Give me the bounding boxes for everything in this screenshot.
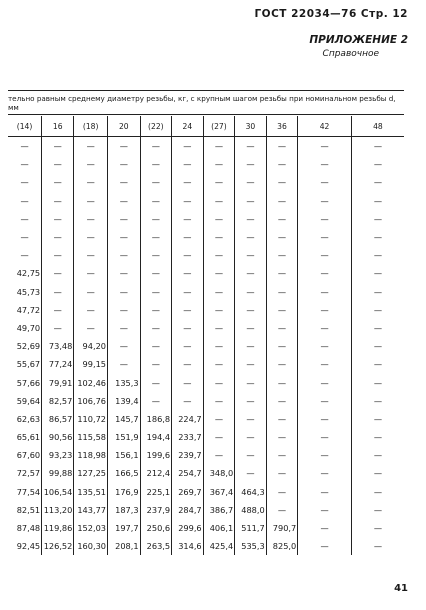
table-cell: —: [74, 137, 108, 156]
table-cell: —: [298, 428, 352, 446]
table-cell: 166,5: [108, 464, 141, 482]
table-cell: 92,45: [16, 541, 41, 552]
page-number: 41: [394, 583, 408, 594]
table-cell: 79,91: [42, 373, 74, 391]
table-cell: —: [172, 155, 204, 173]
table-cell: —: [235, 246, 267, 264]
table-cell: —: [298, 373, 352, 391]
appendix-subtitle: Справочное: [322, 49, 379, 59]
table-cell: —: [108, 210, 141, 228]
table-cell: —: [203, 210, 235, 228]
table-cell: 197,7: [108, 519, 141, 537]
table-cell: —: [298, 501, 352, 519]
table-cell: —: [42, 283, 74, 301]
table-cell: —: [203, 246, 235, 264]
column-header: (22): [140, 116, 172, 137]
table-cell: 77,24: [42, 355, 74, 373]
table-cell: —: [108, 173, 141, 191]
table-cell: —: [298, 337, 352, 355]
table-cell: 57,66: [16, 377, 41, 388]
table-cell: —: [266, 446, 298, 464]
table-cell: —: [203, 192, 235, 210]
table-cell: 194,4: [140, 428, 172, 446]
table-row: [8, 392, 404, 410]
table-cell: —: [351, 155, 404, 173]
table-cell: —: [172, 246, 204, 264]
column-header: 42: [298, 116, 352, 137]
table-cell: —: [42, 301, 74, 319]
table-cell: —: [172, 319, 204, 337]
table-cell: —: [108, 301, 141, 319]
table-cell: —: [203, 137, 235, 156]
table-row: [8, 446, 404, 464]
table-cell: 106,76: [74, 392, 108, 410]
table-cell: —: [203, 392, 235, 410]
table-cell: 263,5: [140, 537, 172, 555]
table-cell: —: [351, 537, 404, 555]
table-cell: —: [172, 301, 204, 319]
table-cell: —: [351, 410, 404, 428]
table-cell: —: [20, 232, 29, 243]
table-cell: —: [108, 283, 141, 301]
table-cell: —: [351, 428, 404, 446]
table-cell: 110,72: [74, 410, 108, 428]
table-cell: —: [298, 319, 352, 337]
table-cell: 237,9: [140, 501, 172, 519]
table-cell: —: [298, 410, 352, 428]
table-cell: —: [298, 355, 352, 373]
reference-table: [8, 116, 404, 555]
table-cell: —: [235, 264, 267, 282]
table-cell: 73,48: [42, 337, 74, 355]
column-header: 36: [266, 116, 298, 137]
table-cell: 187,3: [108, 501, 141, 519]
table-cell: 102,46: [74, 373, 108, 391]
table-cell: —: [140, 137, 172, 156]
column-header: 24: [172, 116, 204, 137]
table-row: [8, 228, 404, 246]
table-cell: 118,98: [74, 446, 108, 464]
table-cell: —: [351, 519, 404, 537]
table-caption: тельно равным среднему диаметру резьбы, кг, с крупным шагом резьбы при номинальном резьбы d, мм: [8, 94, 396, 112]
table-cell: 152,03: [74, 519, 108, 537]
table-cell: 254,7: [172, 464, 204, 482]
table-cell: —: [266, 228, 298, 246]
table-cell: —: [172, 192, 204, 210]
table-cell: —: [235, 446, 267, 464]
table-cell: —: [351, 483, 404, 501]
table-cell: —: [108, 337, 141, 355]
table-cell: —: [42, 228, 74, 246]
table-cell: —: [74, 210, 108, 228]
table-cell: 367,4: [203, 483, 235, 501]
table-cell: —: [298, 137, 352, 156]
column-header: 48: [351, 116, 404, 137]
table-cell: —: [235, 192, 267, 210]
table-cell: —: [351, 355, 404, 373]
table-cell: —: [266, 355, 298, 373]
table-cell: —: [20, 213, 29, 224]
table-cell: —: [42, 246, 74, 264]
column-header: 20: [108, 116, 141, 137]
table-cell: 135,3: [108, 373, 141, 391]
table-cell: —: [266, 319, 298, 337]
table-cell: —: [172, 373, 204, 391]
table-cell: —: [203, 428, 235, 446]
table-cell: —: [108, 355, 141, 373]
table-cell: —: [74, 155, 108, 173]
table-cell: 511,7: [235, 519, 267, 537]
table-row: [8, 283, 404, 301]
table-cell: —: [351, 283, 404, 301]
table-cell: —: [235, 301, 267, 319]
table-row: [8, 428, 404, 446]
table-cell: —: [298, 264, 352, 282]
table-cell: 269,7: [172, 483, 204, 501]
table-cell: —: [351, 501, 404, 519]
table-cell: —: [203, 410, 235, 428]
table-cell: 224,7: [172, 410, 204, 428]
table-cell: 127,25: [74, 464, 108, 482]
table-cell: —: [74, 246, 108, 264]
table-cell: —: [235, 283, 267, 301]
table-cell: —: [235, 173, 267, 191]
table-cell: —: [235, 373, 267, 391]
table-cell: —: [351, 264, 404, 282]
table-row: [8, 319, 404, 337]
table-cell: —: [351, 137, 404, 156]
column-header: 30: [235, 116, 267, 137]
table-cell: —: [298, 173, 352, 191]
table-cell: —: [298, 392, 352, 410]
caption-rule: [8, 114, 404, 115]
table-cell: —: [266, 428, 298, 446]
table-cell: 186,8: [140, 410, 172, 428]
table-row: [8, 501, 404, 519]
table-cell: 145,7: [108, 410, 141, 428]
table-cell: —: [172, 210, 204, 228]
table-row: [8, 173, 404, 191]
top-rule: [8, 90, 404, 91]
table-cell: —: [140, 173, 172, 191]
table-cell: —: [351, 319, 404, 337]
table-cell: 65,61: [16, 432, 41, 443]
table-cell: —: [266, 464, 298, 482]
page-header: ГОСТ 22034—76 Стр. 12: [254, 8, 408, 20]
table-row: [8, 537, 404, 555]
table-cell: —: [298, 228, 352, 246]
table-cell: —: [203, 155, 235, 173]
table-cell: 62,63: [16, 413, 41, 424]
table-cell: 106,54: [42, 483, 74, 501]
table-cell: —: [140, 210, 172, 228]
table-cell: 126,52: [42, 537, 74, 555]
table-cell: —: [298, 246, 352, 264]
table-row: [8, 410, 404, 428]
column-header: (18): [74, 116, 108, 137]
table-row: [8, 373, 404, 391]
table-cell: —: [235, 355, 267, 373]
table-cell: —: [172, 228, 204, 246]
table-cell: 160,30: [74, 537, 108, 555]
table-cell: 348,0: [203, 464, 235, 482]
table-cell: —: [140, 355, 172, 373]
table-cell: 99,88: [42, 464, 74, 482]
table-cell: —: [140, 192, 172, 210]
table-cell: 386,7: [203, 501, 235, 519]
table-cell: —: [108, 155, 141, 173]
column-header: (27): [203, 116, 235, 137]
table-cell: 115,58: [74, 428, 108, 446]
table-cell: 47,72: [16, 304, 41, 315]
table-cell: —: [203, 446, 235, 464]
table-cell: 55,67: [16, 359, 41, 370]
table-cell: —: [351, 446, 404, 464]
table-cell: —: [20, 141, 29, 152]
table-cell: —: [140, 155, 172, 173]
table-cell: 156,1: [108, 446, 141, 464]
table-row: [8, 137, 404, 156]
table-row: [8, 519, 404, 537]
table-cell: —: [298, 537, 352, 555]
table-row: [8, 464, 404, 482]
table-cell: —: [203, 337, 235, 355]
table-cell: —: [140, 319, 172, 337]
table-cell: —: [351, 246, 404, 264]
table-cell: —: [266, 192, 298, 210]
table-row: [8, 483, 404, 501]
table-cell: —: [172, 264, 204, 282]
table-cell: —: [74, 173, 108, 191]
table-cell: —: [298, 464, 352, 482]
table-cell: 790,7: [266, 519, 298, 537]
table-cell: —: [42, 319, 74, 337]
table-cell: —: [108, 137, 141, 156]
table-cell: —: [266, 173, 298, 191]
table-cell: —: [235, 392, 267, 410]
table-cell: —: [108, 192, 141, 210]
table-cell: 212,4: [140, 464, 172, 482]
table-cell: 42,75: [16, 268, 41, 279]
table-cell: —: [140, 373, 172, 391]
table-cell: —: [266, 301, 298, 319]
table-cell: —: [298, 483, 352, 501]
table-cell: —: [351, 301, 404, 319]
table-cell: 113,20: [42, 501, 74, 519]
table-cell: —: [74, 283, 108, 301]
table-cell: —: [42, 137, 74, 156]
table-cell: 250,6: [140, 519, 172, 537]
table-cell: —: [266, 392, 298, 410]
table-cell: —: [235, 337, 267, 355]
table-cell: 151,9: [108, 428, 141, 446]
table-cell: —: [108, 319, 141, 337]
table-cell: 87,48: [16, 523, 41, 534]
table-cell: —: [74, 192, 108, 210]
table-row: [8, 246, 404, 264]
table-row: [8, 192, 404, 210]
table-cell: —: [42, 192, 74, 210]
table-cell: —: [20, 250, 29, 261]
table-cell: —: [351, 228, 404, 246]
table-cell: —: [266, 264, 298, 282]
table-cell: —: [298, 283, 352, 301]
table-cell: —: [351, 210, 404, 228]
table-cell: 464,3: [235, 483, 267, 501]
table-cell: —: [266, 155, 298, 173]
table-cell: 239,7: [172, 446, 204, 464]
table-cell: —: [20, 159, 29, 170]
table-cell: —: [266, 483, 298, 501]
table-cell: —: [172, 173, 204, 191]
table-cell: —: [172, 337, 204, 355]
table-cell: —: [108, 228, 141, 246]
table-body: [8, 137, 404, 556]
table-cell: 52,69: [16, 341, 41, 352]
table-cell: 139,4: [108, 392, 141, 410]
table-cell: —: [140, 392, 172, 410]
table-cell: 233,7: [172, 428, 204, 446]
table-cell: —: [235, 319, 267, 337]
table-cell: 176,9: [108, 483, 141, 501]
table-cell: —: [266, 373, 298, 391]
table-cell: —: [140, 283, 172, 301]
table-cell: —: [140, 337, 172, 355]
table-cell: 135,51: [74, 483, 108, 501]
table-cell: 90,56: [42, 428, 74, 446]
table-cell: —: [74, 301, 108, 319]
table-cell: —: [235, 464, 267, 482]
table-cell: —: [266, 137, 298, 156]
table-cell: —: [74, 319, 108, 337]
table-cell: —: [298, 446, 352, 464]
table-cell: 93,23: [42, 446, 74, 464]
table-cell: 225,1: [140, 483, 172, 501]
table-cell: —: [172, 137, 204, 156]
table-cell: —: [42, 264, 74, 282]
table-cell: —: [351, 464, 404, 482]
table-row: [8, 155, 404, 173]
table-cell: 49,70: [16, 322, 41, 333]
table-cell: —: [140, 301, 172, 319]
table-cell: —: [351, 392, 404, 410]
table-cell: 199,6: [140, 446, 172, 464]
table-cell: —: [203, 264, 235, 282]
table-cell: —: [42, 210, 74, 228]
table-cell: —: [235, 410, 267, 428]
table-cell: 425,4: [203, 537, 235, 555]
table-row: [8, 337, 404, 355]
table-cell: —: [42, 173, 74, 191]
table-cell: —: [203, 301, 235, 319]
table-cell: —: [298, 210, 352, 228]
table-cell: 77,54: [16, 486, 41, 497]
table-cell: —: [108, 246, 141, 264]
table-cell: —: [203, 173, 235, 191]
table-cell: 825,0: [266, 537, 298, 555]
table-cell: —: [203, 319, 235, 337]
table-row: [8, 264, 404, 282]
table-cell: —: [266, 283, 298, 301]
table-cell: 119,86: [42, 519, 74, 537]
table-cell: 284,7: [172, 501, 204, 519]
table-cell: 314,6: [172, 537, 204, 555]
table-cell: 72,57: [16, 468, 41, 479]
table-cell: —: [266, 501, 298, 519]
table-cell: —: [298, 192, 352, 210]
table-cell: 82,51: [16, 504, 41, 515]
table-cell: —: [351, 373, 404, 391]
table-cell: —: [266, 410, 298, 428]
table-cell: 99,15: [74, 355, 108, 373]
table-cell: —: [235, 428, 267, 446]
table-cell: —: [140, 264, 172, 282]
table-header-row: [8, 116, 404, 137]
table-cell: —: [172, 392, 204, 410]
table-cell: 67,60: [16, 450, 41, 461]
table-cell: —: [235, 228, 267, 246]
table-cell: 535,3: [235, 537, 267, 555]
table-cell: —: [351, 337, 404, 355]
table-row: [8, 210, 404, 228]
table-cell: —: [203, 373, 235, 391]
table-cell: —: [235, 155, 267, 173]
table-cell: —: [20, 195, 29, 206]
table-cell: —: [266, 337, 298, 355]
table-cell: 45,73: [16, 286, 41, 297]
table-cell: —: [266, 246, 298, 264]
table-cell: —: [42, 155, 74, 173]
table-row: [8, 355, 404, 373]
column-header: 16: [42, 116, 74, 137]
table-cell: —: [298, 301, 352, 319]
table-cell: 208,1: [108, 537, 141, 555]
table-cell: —: [140, 246, 172, 264]
table-cell: —: [203, 283, 235, 301]
table-cell: 82,57: [42, 392, 74, 410]
column-header: (14): [8, 116, 42, 137]
table-cell: 406,1: [203, 519, 235, 537]
table-cell: 143,77: [74, 501, 108, 519]
table-cell: —: [203, 228, 235, 246]
table-cell: —: [20, 177, 29, 188]
table-cell: 488,0: [235, 501, 267, 519]
table-cell: 86,57: [42, 410, 74, 428]
table-cell: —: [351, 192, 404, 210]
table-cell: —: [140, 228, 172, 246]
table-cell: —: [235, 210, 267, 228]
table-cell: —: [74, 228, 108, 246]
table-cell: 59,64: [16, 395, 41, 406]
table-cell: 94,20: [74, 337, 108, 355]
table-row: [8, 301, 404, 319]
table-cell: —: [74, 264, 108, 282]
table-cell: 299,6: [172, 519, 204, 537]
table-cell: —: [108, 264, 141, 282]
table-cell: —: [298, 519, 352, 537]
table-cell: —: [266, 210, 298, 228]
table-cell: —: [203, 355, 235, 373]
table-cell: —: [172, 355, 204, 373]
table-cell: —: [235, 137, 267, 156]
table-cell: —: [351, 173, 404, 191]
table-cell: —: [172, 283, 204, 301]
table-cell: —: [298, 155, 352, 173]
appendix-title: ПРИЛОЖЕНИЕ 2: [309, 34, 408, 46]
